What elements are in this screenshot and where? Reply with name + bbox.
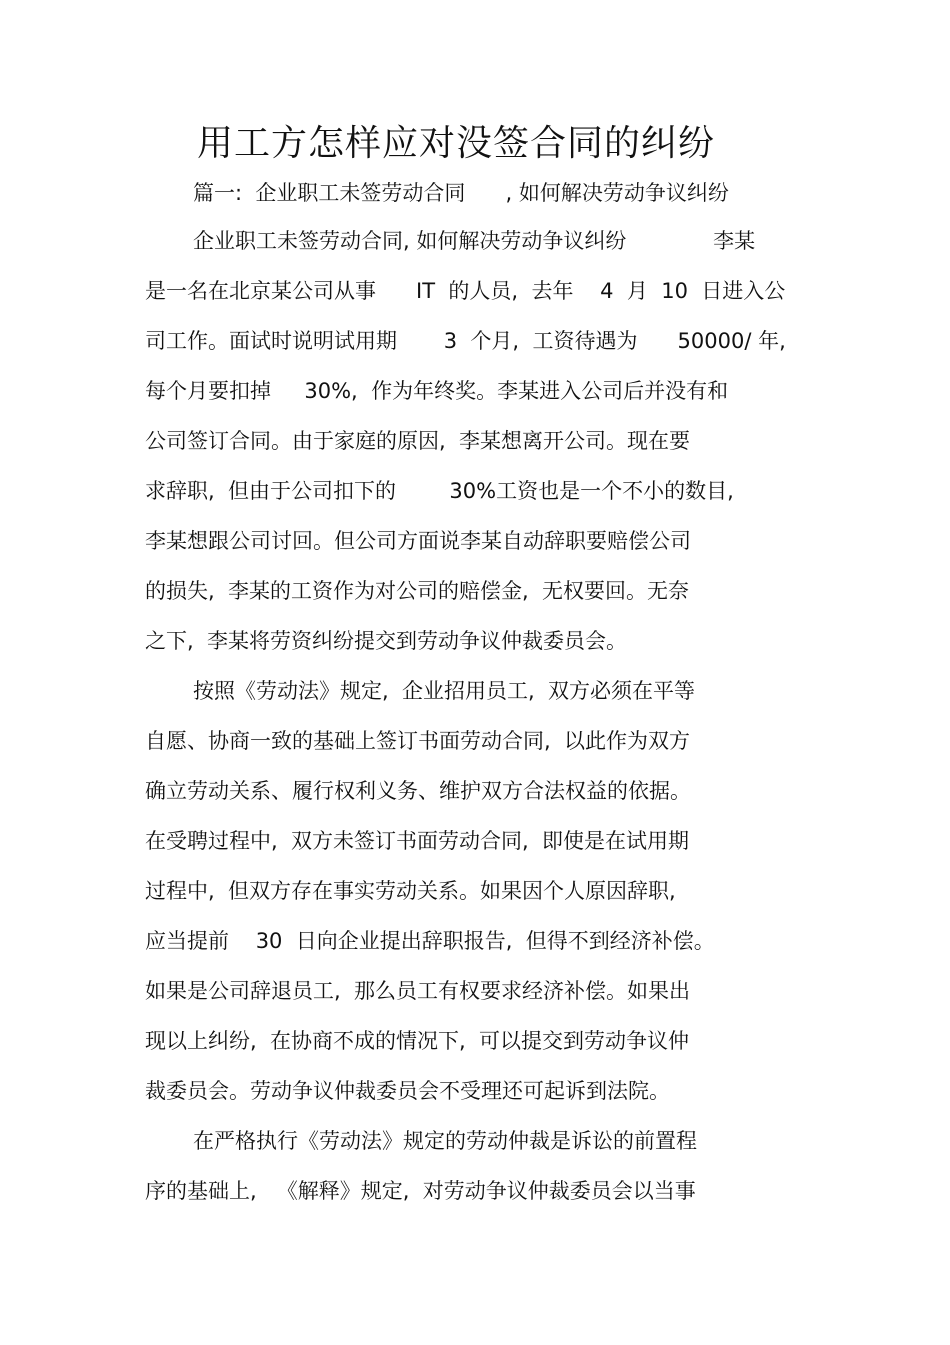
paragraph-line: 按照《劳动法》规定, 企业招用员工, 双方必须在平等 bbox=[193, 679, 696, 703]
paragraph-line: 序的基础上, 《解释》规定, 对劳动争议仲裁委员会以当事 bbox=[145, 1179, 696, 1203]
paragraph-line: 之下, 李某将劳资纠纷提交到劳动争议仲裁委员会。 bbox=[145, 629, 628, 653]
paragraph-line: 企业职工未签劳动合同, 如何解决劳动争议纠纷 李某 bbox=[193, 229, 756, 253]
paragraph-line: 司工作。面试时说明试用期 3 个月, 工资待遇为 50000/ 年, bbox=[145, 329, 786, 353]
paragraph-line: 过程中, 但双方存在事实劳动关系。如果因个人原因辞职, bbox=[145, 879, 676, 903]
paragraph-line: 自愿、协商一致的基础上签订书面劳动合同, 以此作为双方 bbox=[145, 729, 691, 753]
paragraph-line: 李某想跟公司讨回。但公司方面说李某自动辞职要赔偿公司 bbox=[145, 529, 691, 553]
paragraph-line: 在严格执行《劳动法》规定的劳动仲裁是诉讼的前置程 bbox=[193, 1129, 697, 1153]
paragraph-line: 裁委员会。劳动争议仲裁委员会不受理还可起诉到法院。 bbox=[145, 1079, 670, 1103]
paragraph-line: 是一名在北京某公司从事 IT 的人员, 去年 4 月 10 日进入公 bbox=[145, 279, 786, 303]
paragraph-line: 每个月要扣掉 30%, 作为年终奖。李某进入公司后并没有和 bbox=[145, 379, 729, 403]
paragraph-line: 的损失, 李某的工资作为对公司的赔偿金, 无权要回。无奈 bbox=[145, 579, 690, 603]
paragraph-line: 确立劳动关系、履行权利义务、维护双方合法权益的依据。 bbox=[145, 779, 691, 803]
paragraph-line: 如果是公司辞退员工, 那么员工有权要求经济补偿。如果出 bbox=[145, 979, 691, 1003]
paragraph-line: 公司签订合同。由于家庭的原因, 李某想离开公司。现在要 bbox=[145, 429, 691, 453]
paragraph-line: 现以上纠纷, 在协商不成的情况下, 可以提交到劳动争议仲 bbox=[145, 1029, 690, 1053]
paragraph-line: 求辞职, 但由于公司扣下的 30%工资也是一个不小的数目, bbox=[145, 479, 734, 503]
document-subtitle: 篇一: 企业职工未签劳动合同 , 如何解决劳动争议纠纷 bbox=[193, 181, 729, 205]
paragraph-line: 应当提前 30 日向企业提出辞职报告, 但得不到经济补偿。 bbox=[145, 929, 715, 953]
paragraph-line: 在受聘过程中, 双方未签订书面劳动合同, 即使是在试用期 bbox=[145, 829, 690, 853]
document-title: 用工方怎样应对没签合同的纠纷 bbox=[196, 123, 715, 164]
